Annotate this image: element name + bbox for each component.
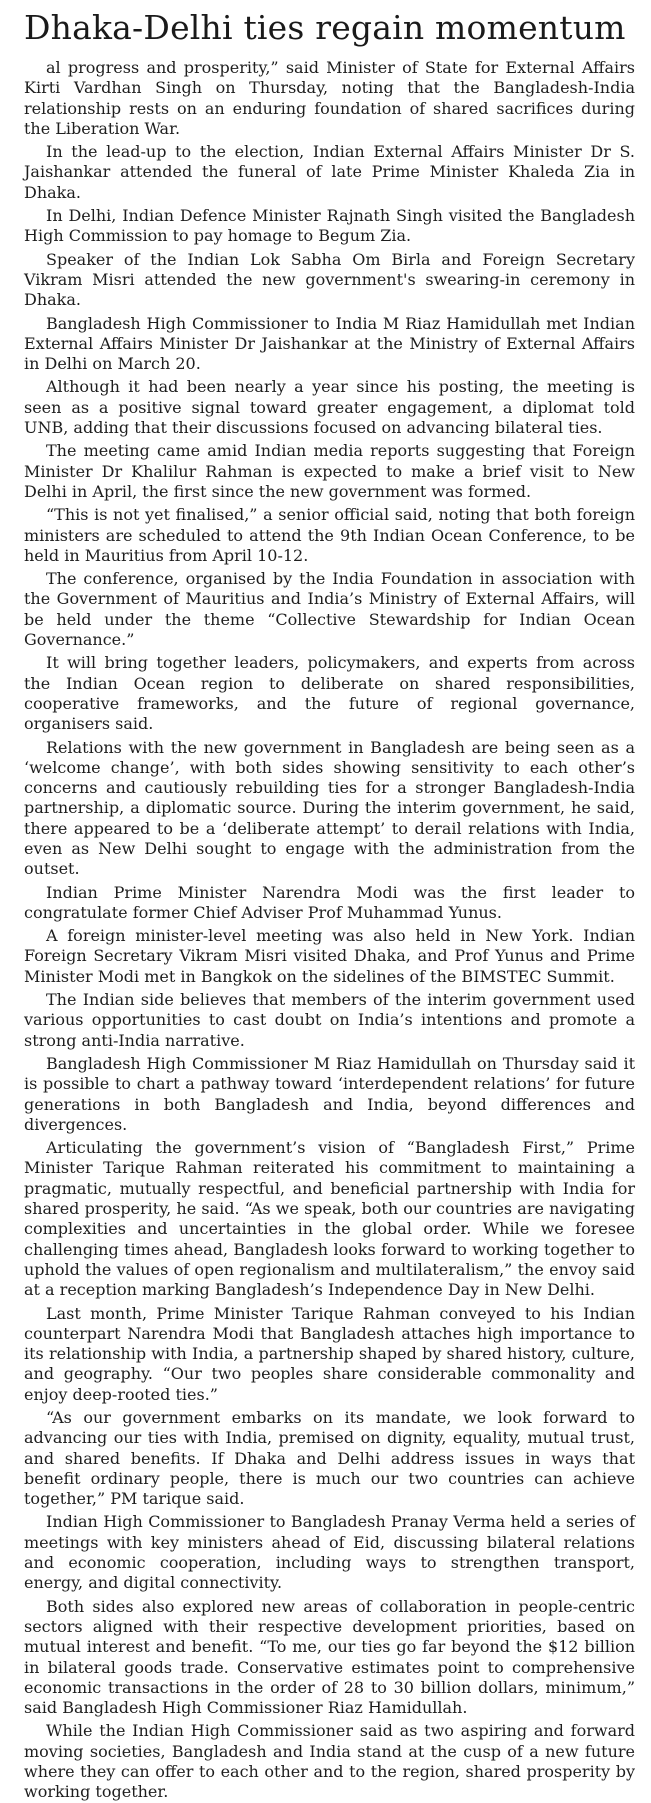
article-paragraph: Speaker of the Indian Lok Sabha Om Birla and Foreign Secretary Vikram Misri attended the new government's swearing-in ceremony in Dhaka. (24, 249, 635, 310)
article-paragraph: Indian High Commissioner to Bangladesh Pranay Verma held a series of meetings with key ministers ahead of Eid, discussing bilateral relations and economic cooperation, including ways to strengthen transport, energy, and digital connectivity. (24, 1512, 635, 1593)
article-paragraph: Last month, Prime Minister Tarique Rahman conveyed to his Indian counterpart Narendra Modi that Bangladesh attaches high importance to its relationship with India, a partnership shaped by shared history, culture, and geography. “Our two peoples share considerable commonality and enjoy deep-rooted ties.” (24, 1303, 635, 1404)
article-paragraph: Although it had been nearly a year since his posting, the meeting is seen as a positive signal toward greater engagement, a diplomat told UNB, adding that their discussions focused on advancing bilateral ties. (24, 377, 635, 438)
article-paragraph: The meeting came amid Indian media reports suggesting that Foreign Minister Dr Khalilur Rahman is expected to make a brief visit to New Delhi in April, the first since the new government was formed. (24, 441, 635, 501)
article-paragraph: The Indian side believes that members of the interim government used various opportunities to cast doubt on India’s intentions and promote a strong anti-India narrative. (24, 990, 635, 1050)
article-body (24, 58, 635, 1803)
article-paragraph: While the Indian High Commissioner said as two aspiring and forward moving societies, Bangladesh and India stand at the cusp of a new future where they can offer to each other and to the region, shared prosperity by working together. (24, 1721, 635, 1802)
article-paragraph: Indian Prime Minister Narendra Modi was the first leader to congratulate former Chief Adviser Prof Muhammad Yunus. (24, 882, 635, 922)
article-paragraph: al progress and prosperity,” said Minister of State for External Affairs Kirti Vardhan Singh on Thursday, noting that the Bangladesh-India relationship rests on an enduring foundation of shared sacrifices during the Liberation War. (24, 58, 635, 138)
article-paragraph: The conference, organised by the India Foundation in association with the Government of Mauritius and India’s Ministry of External Affairs, will be held under the theme “Collective Stewardship for Indian Ocean Governance.” (24, 569, 635, 650)
article-paragraph: Both sides also explored new areas of collaboration in people-centric sectors aligned with their respective development priorities, based on mutual interest and benefit. “To me, our ties go far beyond the $12 billion in bilateral goods trade. Conservative estimates point to comprehensive economic transactions in the order of 28 to 30 billion dollars, minimum,” said Bangladesh High Commissioner Riaz Hamidullah. (24, 1596, 635, 1718)
article-headline: Dhaka-Delhi ties regain momentum (24, 8, 626, 47)
article-paragraph: Articulating the government’s vision of “Bangladesh First,” Prime Minister Tarique Rahman reiterated his commitment to maintaining a pragmatic, mutually respectful, and beneficial partnership with India for shared prosperity, he said. “As we speak, both our countries are navigating complexities and uncertainties in the global order. While we foresee challenging times ahead, Bangladesh looks forward to working together to uphold the values of open regionalism and multilateralism,” the envoy said at a reception marking Bangladesh’s Independence Day in New Delhi. (24, 1138, 635, 1300)
article-paragraph: Bangladesh High Commissioner M Riaz Hamidullah on Thursday said it is possible to chart a pathway toward ‘interdependent relations’ for future generations in both Bangladesh and India, beyond differences and divergences. (24, 1053, 635, 1134)
article-paragraph: It will bring together leaders, policymakers, and experts from across the Indian Ocean region to deliberate on shared responsibilities, cooperative frameworks, and the future of regional governance, organisers said. (24, 653, 635, 734)
article-paragraph: Bangladesh High Commissioner to India M Riaz Hamidullah met Indian External Affairs Minister Dr Jaishankar at the Ministry of External Affairs in Delhi on March 20. (24, 313, 635, 374)
article-paragraph: In Delhi, Indian Defence Minister Rajnath Singh visited the Bangladesh High Commission to pay homage to Begum Zia. (24, 206, 635, 246)
article-paragraph: In the lead-up to the election, Indian External Affairs Minister Dr S. Jaishankar attended the funeral of late Prime Minister Khaleda Zia in Dhaka. (24, 142, 635, 202)
article-paragraph: Relations with the new government in Bangladesh are being seen as a ‘welcome change’, with both sides showing sensitivity to each other’s concerns and cautiously rebuilding ties for a stronger Bangladesh-India partnership, a diplomatic source. During the interim government, he said, there appeared to be a ‘deliberate attempt’ to derail relations with India, even as New Delhi sought to engage with the administration from the outset. (24, 737, 635, 879)
article-paragraph: “This is not yet finalised,” a senior official said, noting that both foreign ministers are scheduled to attend the 9th Indian Ocean Conference, to be held in Mauritius from April 10-12. (24, 505, 635, 565)
article-paragraph: A foreign minister-level meeting was also held in New York. Indian Foreign Secretary Vikram Misri visited Dhaka, and Prof Yunus and Prime Minister Modi met in Bangkok on the sidelines of the BIMSTEC Summit. (24, 926, 635, 986)
article-paragraph: “As our government embarks on its mandate, we look forward to advancing our ties with India, premised on dignity, equality, mutual trust, and shared benefits. If Dhaka and Delhi address issues in ways that benefit ordinary people, there is much our two countries can achieve together,” PM tarique said. (24, 1408, 635, 1509)
